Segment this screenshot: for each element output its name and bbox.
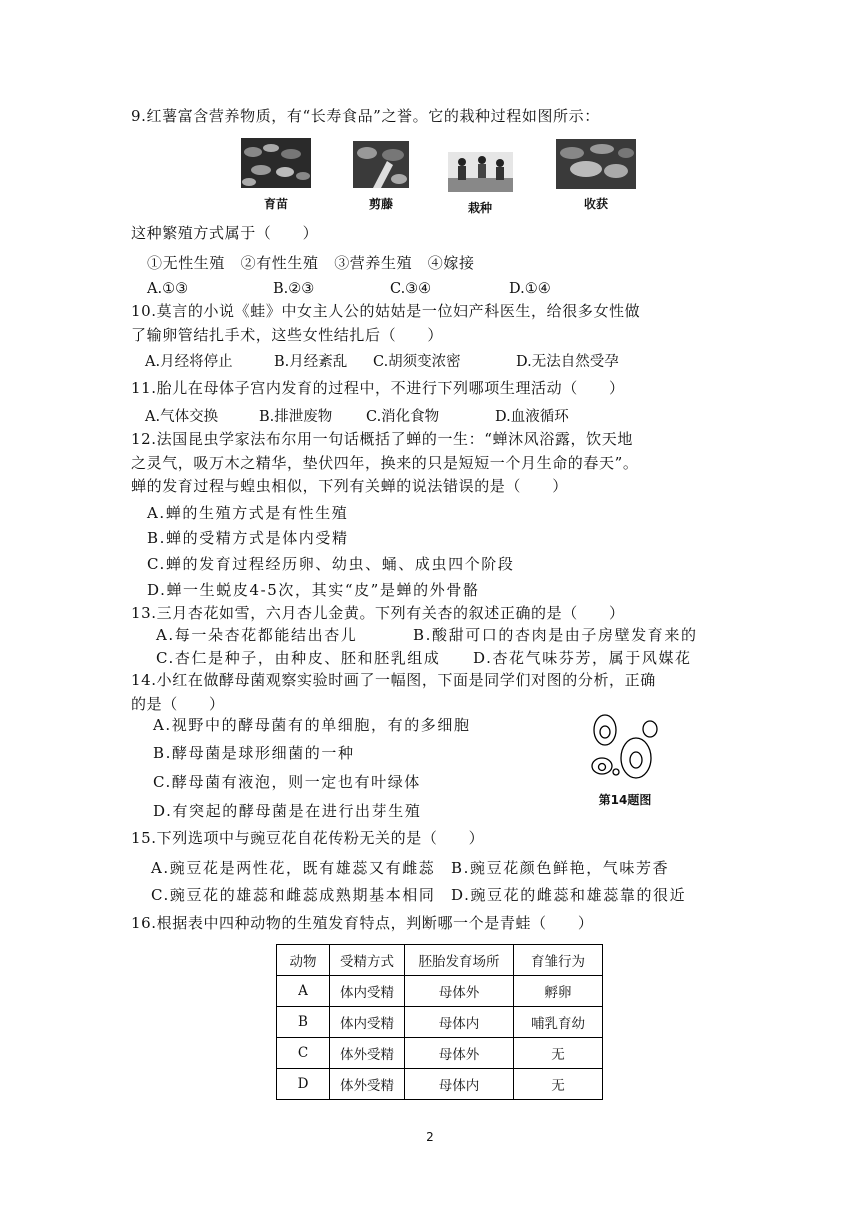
table-cell: 母体内 [405,1007,514,1038]
q11-option-b: B.排泄废物 [259,409,333,425]
q10-option-c: C.胡须变浓密 [373,354,461,370]
yeast-cells-figure [585,710,665,790]
q9-stem: 9.红薯富含营养物质，有“长寿食品”之誉。它的栽种过程如图所示： [131,107,600,125]
q13-option-d: D.杏花气味芬芳，属于风媒花 [473,649,692,667]
caption-cutting: 剪藤 [368,197,393,211]
table-row [277,1069,603,1100]
table-cell: 体外受精 [330,1038,405,1069]
q12-stem-line1: 12.法国昆虫学家法布尔用一句话概括了蝉的一生：“蝉沐风浴露，饮天地 [131,430,633,448]
q9-statements: ①无性生殖 ②有性生殖 ③营养生殖 ④嫁接 [147,254,475,272]
page-number: 2 [426,1130,434,1144]
q16-stem: 16.根据表中四种动物的生殖发育特点，判断哪一个是青蛙（ ） [131,914,594,932]
q9-continuation: 这种繁殖方式属于（ ） [131,224,319,242]
q10-stem-line1: 10.莫言的小说《蛙》中女主人公的姑姑是一位妇产科医生，给很多女性做 [131,302,641,320]
photo-planting [448,152,513,192]
planting-image-icon [448,152,513,192]
photo-harvest [556,139,636,189]
cutting-image-icon [353,141,409,188]
photo-cutting [353,141,409,188]
q10-option-b: B.月经紊乱 [274,354,348,370]
q14-stem-line2: 的是（ ） [131,695,225,713]
q9-option-d: D.①④ [509,281,551,297]
q10-option-d: D.无法自然受孕 [516,354,619,370]
table-cell: 母体外 [405,976,514,1007]
table-cell: D [277,1069,330,1100]
q10-stem-line2: 了输卵管结扎手术，这些女性结扎后（ ） [131,326,444,344]
table-header-cell: 动物 [277,945,330,976]
table-row [277,976,603,1007]
q14-option-c: C.酵母菌有液泡，则一定也有叶绿体 [153,773,421,791]
table-cell: A [277,976,330,1007]
q13-option-c: C.杏仁是种子，由种皮、胚和胚乳组成 [156,649,441,667]
table-header-cell: 育雏行为 [514,945,603,976]
q13-option-a: A.每一朵杏花都能结出杏儿 [156,626,358,644]
q14-option-b: B.酵母菌是球形细菌的一种 [153,744,355,762]
q12-stem-line2: 之灵气，吸万木之精华，垫伏四年，换来的只是短短一个月生命的春天”。 [131,454,639,472]
q11-option-c: C.消化食物 [366,409,440,425]
table-cell: 体内受精 [330,1007,405,1038]
q12-option-a: A.蝉的生殖方式是有性生殖 [147,504,349,522]
q14-option-d: D.有突起的酵母菌是在进行出芽生殖 [153,802,422,820]
q9-option-c: C.③④ [390,281,432,297]
table-cell: 无 [514,1069,603,1100]
q12-stem-line3: 蝉的发育过程与蝗虫相似，下列有关蝉的说法错误的是（ ） [131,477,568,495]
q14-stem-line1: 14.小红在做酵母菌观察实验时画了一幅图，下面是同学们对图的分析，正确 [131,671,656,689]
harvest-image-icon [556,139,636,189]
caption-seedling: 育苗 [263,197,288,211]
q15-option-d: D.豌豆花的雌蕊和雄蕊靠的很近 [451,886,687,904]
table-cell: C [277,1038,330,1069]
table-cell: B [277,1007,330,1038]
caption-planting: 栽种 [467,201,492,215]
q11-option-a: A.气体交换 [145,409,219,425]
table-cell: 母体外 [405,1038,514,1069]
table-row [277,1007,603,1038]
q15-option-c: C.豌豆花的雄蕊和雌蕊成熟期基本相同 [151,886,436,904]
q13-stem: 13.三月杏花如雪，六月杏儿金黄。下列有关杏的叙述正确的是（ ） [131,604,625,622]
table-header-row [277,945,603,976]
q11-stem: 11.胎儿在母体子宫内发育的过程中，不进行下列哪项生理活动（ ） [131,379,625,397]
q11-option-d: D.血液循环 [495,409,569,425]
seedling-image-icon [241,138,311,188]
q14-option-a: A.视野中的酵母菌有的单细胞，有的多细胞 [153,716,471,734]
table-cell: 体内受精 [330,976,405,1007]
q16-animal-table [276,944,603,1100]
q14-figure-caption: 第14题图 [598,793,652,807]
photo-seedling [241,138,311,188]
q12-option-d: D.蝉一生蜕皮4-5次，其实“皮”是蝉的外骨骼 [147,581,480,599]
q13-option-b: B.酸甜可口的杏肉是由子房壁发育来的 [413,626,698,644]
table-header-cell: 受精方式 [330,945,405,976]
q10-option-a: A.月经将停止 [145,354,233,370]
q12-option-c: C.蝉的发育过程经历卵、幼虫、蛹、成虫四个阶段 [147,555,515,573]
q15-option-a: A.豌豆花是两性花，既有雄蕊又有雌蕊 [151,859,436,877]
q15-stem: 15.下列选项中与豌豆花自花传粉无关的是（ ） [131,829,485,847]
q12-option-b: B.蝉的受精方式是体内受精 [147,529,349,547]
caption-harvest: 收获 [583,197,608,211]
table-cell: 母体内 [405,1069,514,1100]
q15-option-b: B.豌豆花颜色鲜艳，气味芳香 [451,859,670,877]
table-cell: 孵卵 [514,976,603,1007]
table-cell: 无 [514,1038,603,1069]
table-cell: 体外受精 [330,1069,405,1100]
q9-option-a: A.①③ [147,281,189,297]
table-header-cell: 胚胎发育场所 [405,945,514,976]
table-cell: 哺乳育幼 [514,1007,603,1038]
table-row [277,1038,603,1069]
q9-option-b: B.②③ [273,281,315,297]
